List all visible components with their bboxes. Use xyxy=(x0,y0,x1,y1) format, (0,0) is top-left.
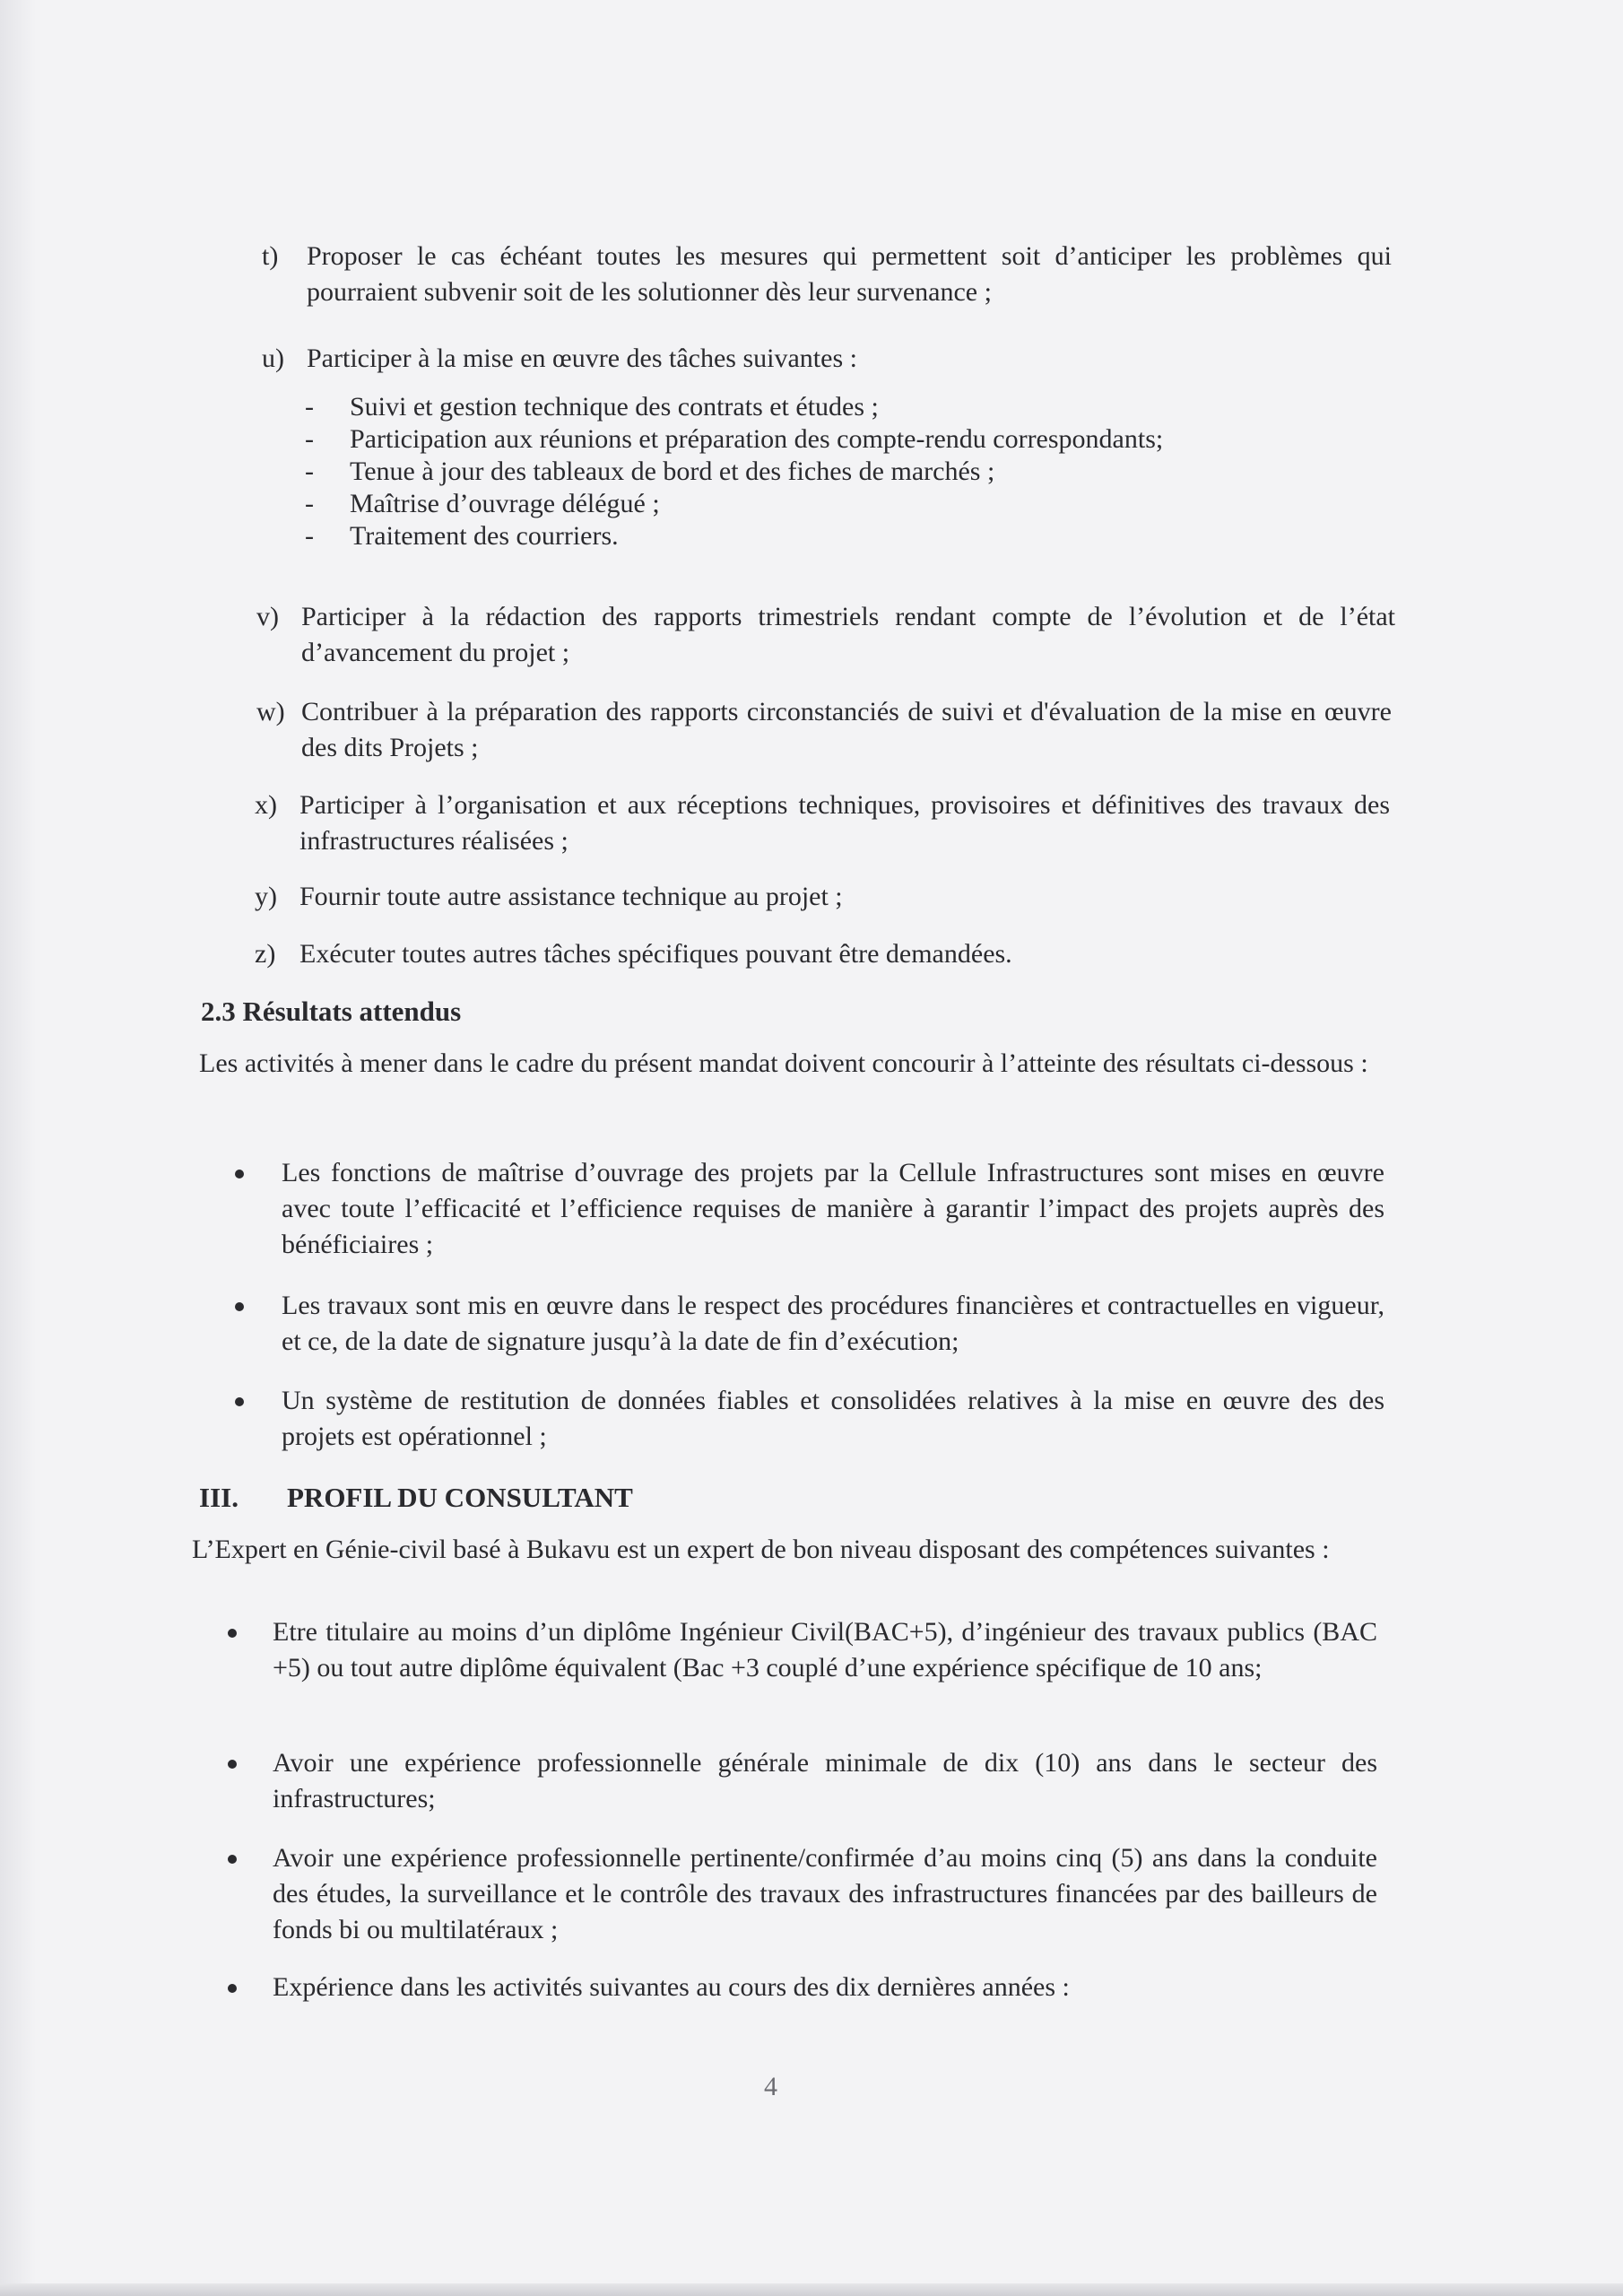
section-intro: Les activités à mener dans le cadre du présent mandat doivent concourir à l’atteinte des résultats ci-dessous : xyxy=(199,1048,1368,1078)
bullet-icon xyxy=(235,1302,244,1311)
item-text: Fournir toute autre assistance technique au projet ; xyxy=(299,882,843,911)
page-number: 4 xyxy=(764,2072,777,2101)
item-label: z) xyxy=(255,939,276,969)
section-intro: L’Expert en Génie-civil basé à Bukavu est un expert de bon niveau disposant des compétences suivantes : xyxy=(192,1535,1330,1564)
item-label: x) xyxy=(255,790,277,820)
item-label: u) xyxy=(262,344,284,373)
section-heading-3: PROFIL DU CONSULTANT xyxy=(287,1482,633,1513)
list-item: - Maîtrise d’ouvrage délégué ; xyxy=(305,489,660,518)
bullet-icon xyxy=(228,1629,237,1638)
item-label: y) xyxy=(255,882,277,911)
list-item: - Traitement des courriers. xyxy=(305,521,619,551)
scan-edge xyxy=(0,2283,1623,2296)
task-sublist xyxy=(305,391,1381,552)
list-item: - Suivi et gestion technique des contrats et études ; xyxy=(305,392,879,422)
bullet-icon xyxy=(235,1170,244,1178)
list-item: - Tenue à jour des tableaux de bord et des fiches de marchés ; xyxy=(305,457,995,486)
item-text: Proposer le cas échéant toutes les mesures qui permettent soit d’anticiper les problèmes qui pourraient subvenir soit de les solutionner dès leur survenance ; xyxy=(307,241,1392,307)
item-text: Contribuer à la préparation des rapports circonstanciés de suivi et d'évaluation de la mise en œuvre des dits Projets ; xyxy=(301,697,1392,762)
section-number: III. xyxy=(199,1482,239,1513)
item-text: Participer à la rédaction des rapports trimestriels rendant compte de l’évolution et de l’état d’avancement du projet ; xyxy=(301,602,1395,667)
bullet-icon xyxy=(228,1855,237,1864)
scan-shadow xyxy=(0,0,36,2296)
item-text: Participer à la mise en œuvre des tâches suivantes : xyxy=(307,344,857,373)
item-text: Participer à l’organisation et aux réceptions techniques, provisoires et définitives des travaux des infrastructures réalisées ; xyxy=(299,790,1390,856)
bullet-icon xyxy=(228,1984,237,1993)
list-item: - Participation aux réunions et préparation des compte-rendu correspondants; xyxy=(305,424,1164,454)
bullet-icon xyxy=(235,1397,244,1406)
bullet-icon xyxy=(228,1760,237,1769)
document-page: t) Proposer le cas échéant toutes les mesures qui permettent soit d’anticiper les problèmes qui pourraient subvenir soit de les solutionner dès leur survenance ; u) Participer à la mise en œuvre des tâches suivantes : - Suivi et gestion technique des contrats et études ; - Participation aux réunions et préparation des compte-rendu correspondants; - Tenue à jour des tableaux de bord et des fiches de marchés ; - Maîtrise d’ouvrage délégué ; - Traitement des courriers. v) Participer à la rédaction des rapports trimestriels rendant compte de l’évolution et de l’état d’avancement du projet ; w) Contribuer à la préparation des rapports circonstanciés de suivi et d'évaluation de la mise en œuvre des dits Projets ; x) Participer à l’organisation et aux réceptions techniques, provisoires et définitives des travaux des infrastructures réalisées ; y) Fournir toute autre assistance technique au projet ; z) Exécuter toutes autres tâches spécifiques pouvant être demandées. 2.3 Résultats attendus Les activités à mener dans le cadre du présent mandat doivent concourir à l’atteinte des résultats ci-dessous : Les fonctions de maîtrise d’ouvrage des projets par la Cellule Infrastructures sont mises en œuvre avec toute l’efficacité et l’efficience requises de manière à garantir l’impact des projets auprès des bénéficiaires ; Les travaux sont mis en œuvre dans le respect des procédures financières et contractuelles en vigueur, et ce, de la date de signature jusqu’à la date de fin d’exécution; Un système de restitution de données fiables et consolidées relatives à la mise en œuvre des des projets est opérationnel ; III. PROFIL DU CONSULTANT L’Expert en Génie-civil basé à Bukavu est un expert de bon niveau disposant des compétences suivantes : Etre titulaire au moins d’un diplôme Ingénieur Civil(BAC+5), d’ingénieur des travaux publics (BAC +5) ou tout autre diplôme équivalent (Bac +3 couplé d’une expérience spécifique de 10 ans; Avoir une expérience professionnelle générale minimale de dix (10) ans dans le secteur des infrastructures; Avoir une expérience professionnelle pertinente/confirmée d’au moins cinq (5) ans dans la conduite des études, la surveillance et le contrôle des travaux des infrastructures financées par des bailleurs de fonds bi ou multilatéraux ; Expérience dans les activités suivantes au cours des dix dernières années : 4 xyxy=(0,0,1623,2296)
section-heading-2-3: 2.3 Résultats attendus xyxy=(201,996,462,1027)
item-label: w) xyxy=(256,697,285,726)
item-label: v) xyxy=(256,602,279,631)
item-label: t) xyxy=(262,241,279,271)
item-text: Exécuter toutes autres tâches spécifiques pouvant être demandées. xyxy=(299,939,1012,969)
